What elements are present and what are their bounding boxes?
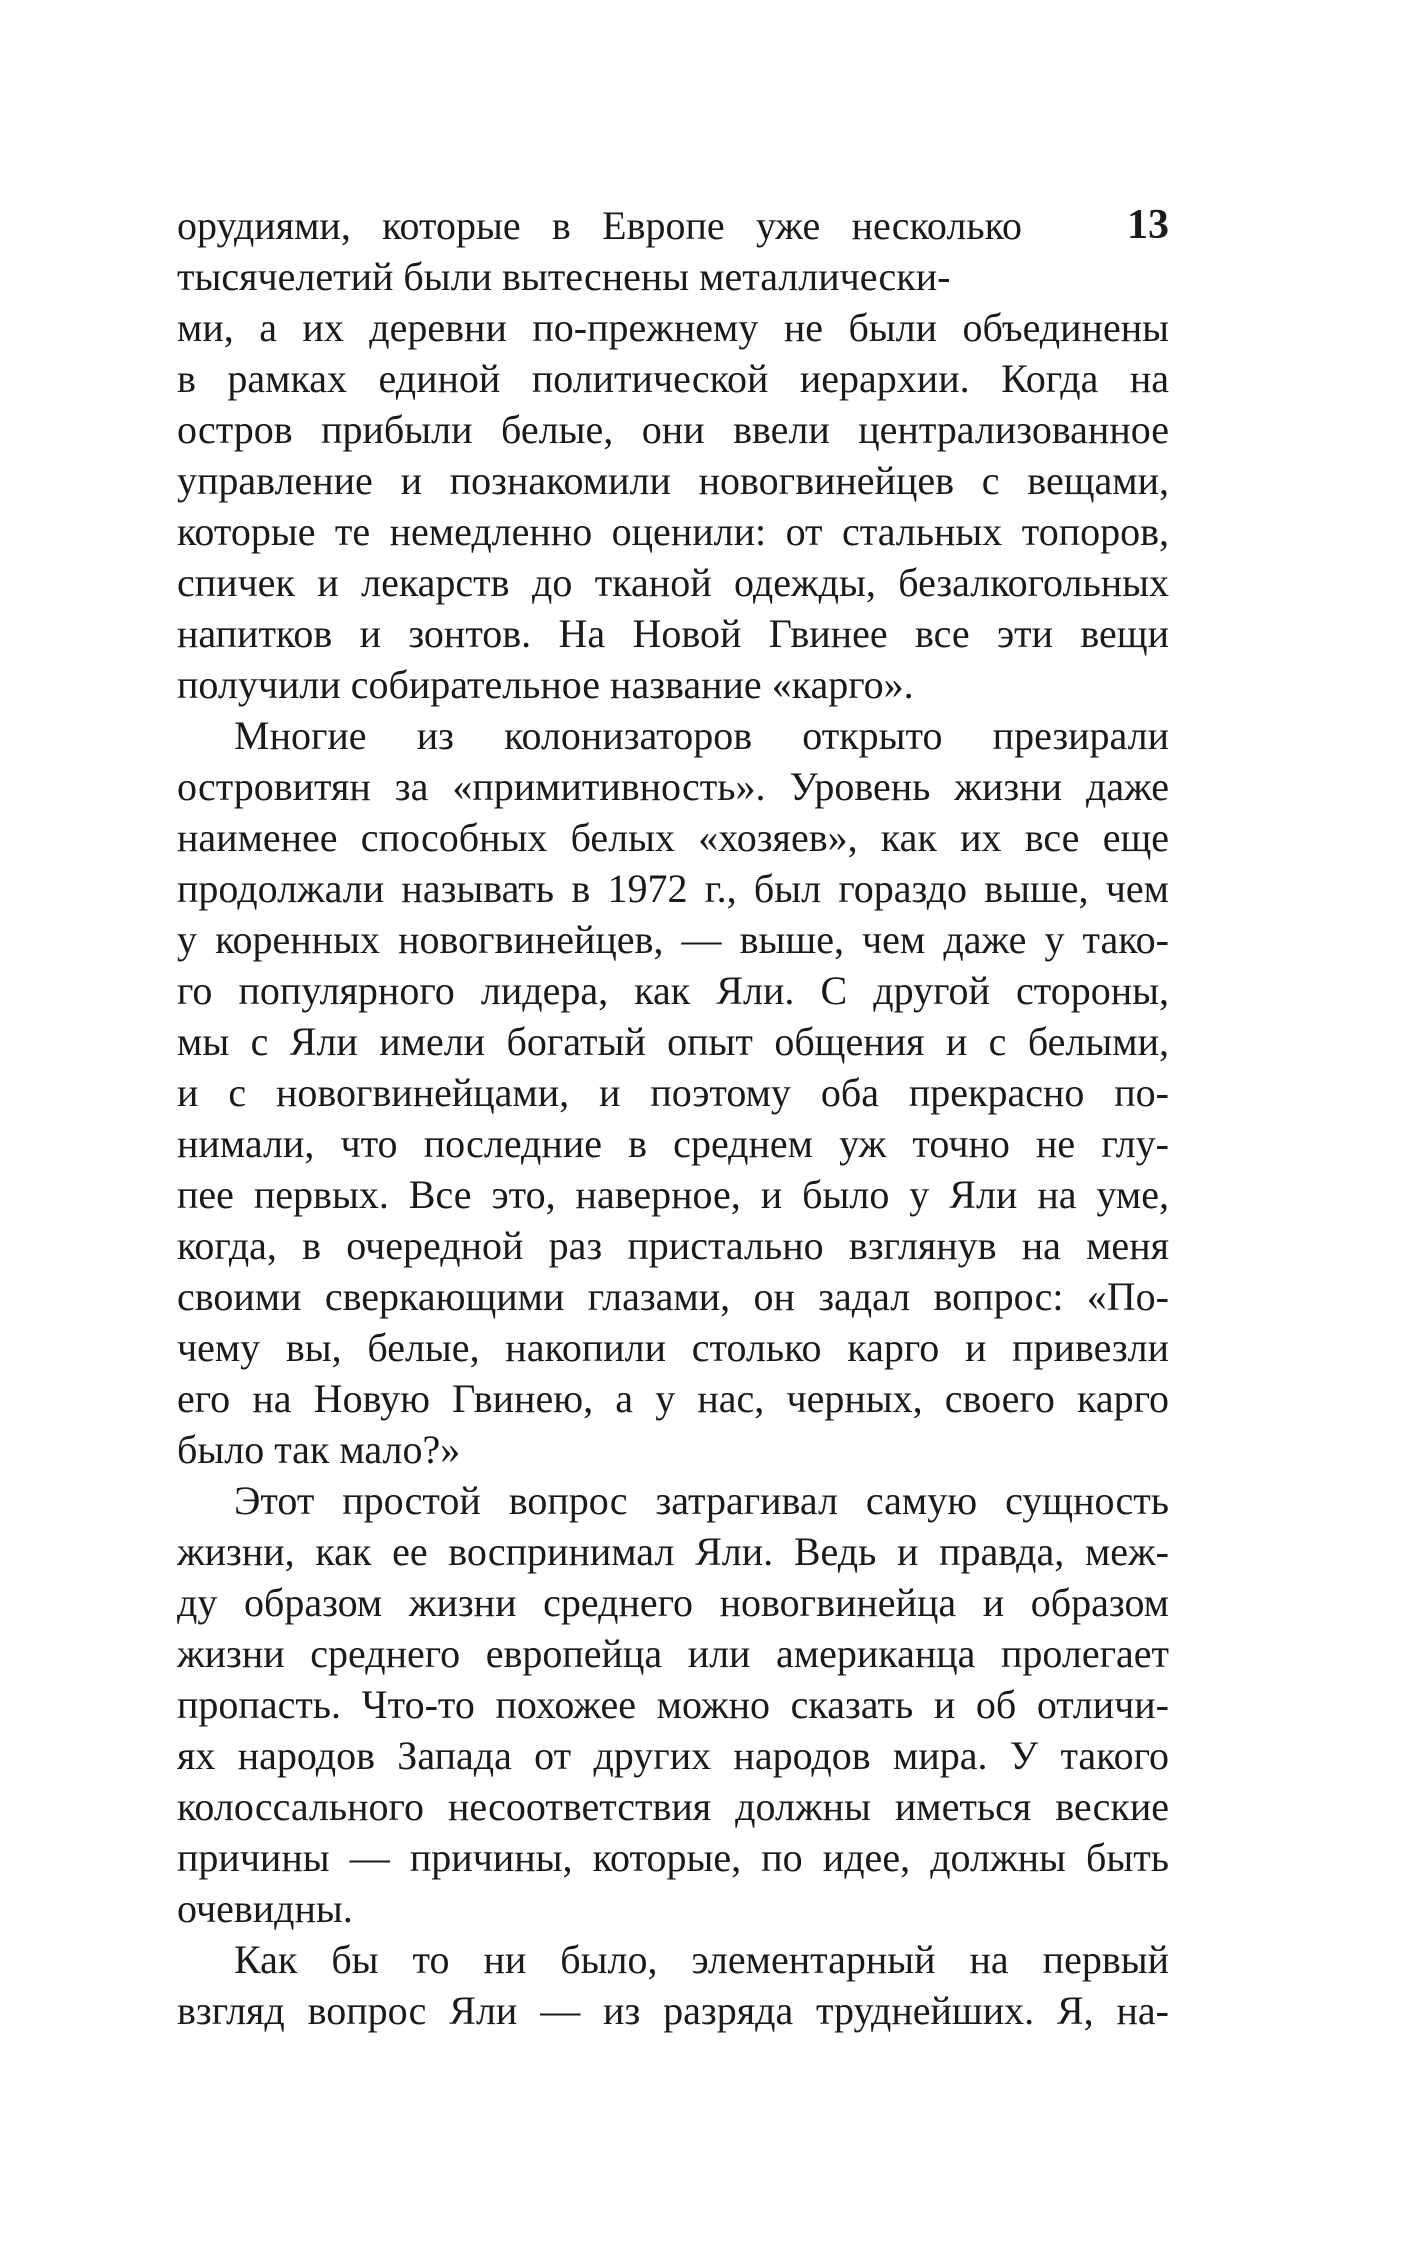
page-body (177, 200, 1169, 2036)
text-line: Как бы то ни было, элементарный на первый (234, 1937, 1169, 1982)
text-line: получили собирательное название «карго». (177, 662, 914, 707)
text-line: жизни среднего европейца или американца пролегает (177, 1631, 1169, 1676)
text-body (177, 251, 1169, 2036)
text-line: ду образом жизни среднего новогвинейца и образом (177, 1580, 1169, 1625)
text-line: спичек и лекарств до тканой одежды, безалкогольных (177, 560, 1169, 605)
text-line: и с новогвинейцами, и поэтому оба прекрасно по- (177, 1070, 1169, 1115)
text-line: у коренных новогвинейцев, — выше, чем даже у тако- (177, 917, 1169, 962)
text-line: островитян за «примитивность». Уровень жизни даже (177, 764, 1169, 809)
text-line: продолжали называть в 1972 г., был гораздо выше, чем (177, 866, 1169, 911)
text-line: нимали, что последние в среднем уж точно не глу- (177, 1121, 1169, 1166)
text-line: когда, в очередной раз пристально взглянув на меня (177, 1223, 1169, 1268)
text-line: орудиями, которые в Европе уже несколько (177, 203, 1022, 248)
text-line: было так мало?» (177, 1427, 461, 1472)
text-line: пропасть. Что-то похожее можно сказать и об отличи- (177, 1682, 1169, 1727)
text-line: Многие из колонизаторов открыто презирали (234, 713, 1169, 758)
text-line: пее первых. Все это, наверное, и было у Яли на уме, (177, 1172, 1169, 1217)
text-line: его на Новую Гвинею, а у нас, черных, своего карго (177, 1376, 1169, 1421)
first-row (177, 200, 1169, 251)
page-number: 13 (1127, 202, 1169, 248)
text-line: остров прибыли белые, они ввели централизованное (177, 407, 1169, 452)
text-line: управление и познакомили новогвинейцев с вещами, (177, 458, 1169, 503)
text-line: которые те немедленно оценили: от стальных топоров, (177, 509, 1169, 554)
text-line: ях народов Запада от других народов мира. У такого (177, 1733, 1169, 1778)
text-line: своими сверкающими глазами, он задал вопрос: «По- (177, 1274, 1169, 1319)
text-line: колоссального несоответствия должны иметься веские (177, 1784, 1169, 1829)
text-line: ми, а их деревни по-прежнему не были объединены (177, 305, 1169, 350)
text-line: Этот простой вопрос затрагивал самую сущность (234, 1478, 1169, 1523)
text-line: наименее способных белых «хозяев», как их все еще (177, 815, 1169, 860)
text-line: в рамках единой политической иерархии. Когда на (177, 356, 1169, 401)
text-line: напитков и зонтов. На Новой Гвинее все эти вещи (177, 611, 1169, 656)
text-line: тысячелетий были вытеснены металлически- (177, 254, 951, 299)
text-line: мы с Яли имели богатый опыт общения и с белыми, (177, 1019, 1169, 1064)
text-line: очевидны. (177, 1886, 353, 1931)
text-line: чему вы, белые, накопили столько карго и привезли (177, 1325, 1169, 1370)
text-line: взгляд вопрос Яли — из разряда труднейших. Я, на- (177, 1988, 1169, 2033)
text-line: причины — причины, которые, по идее, должны быть (177, 1835, 1169, 1880)
text-line: жизни, как ее воспринимал Яли. Ведь и правда, меж- (177, 1529, 1169, 1574)
text-line: го популярного лидера, как Яли. С другой стороны, (177, 968, 1169, 1013)
